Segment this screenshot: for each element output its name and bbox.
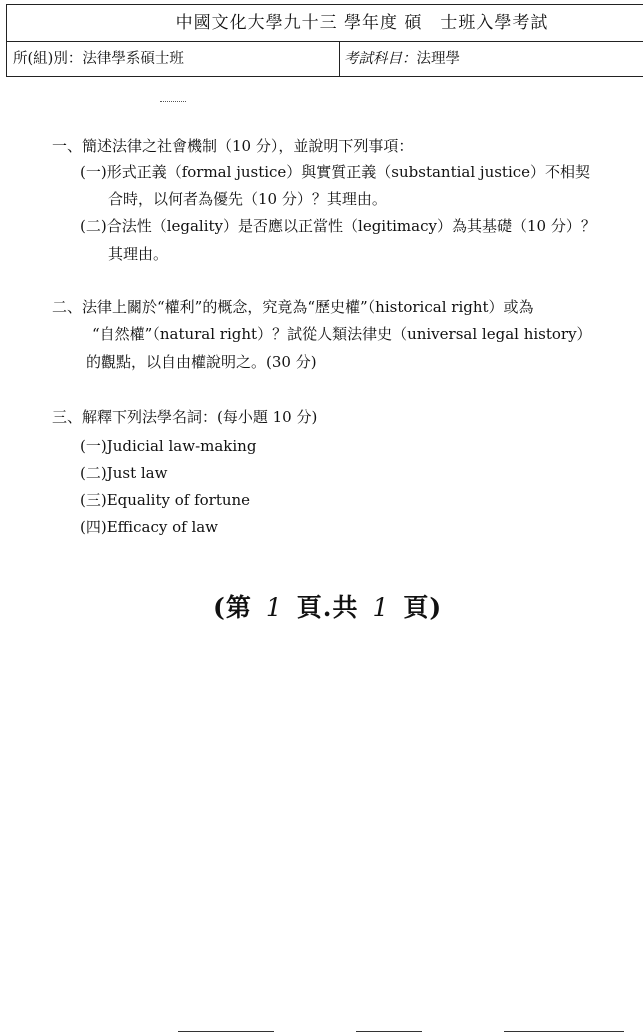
question-1-sub-1-cont: 合時，以何者為優先（10 分）？其理由。 — [108, 190, 387, 208]
question-3-term-1: (一)Judicial law-making — [80, 437, 257, 455]
subject-label: 考試科目： — [344, 51, 417, 67]
exam-title: 中國文化大學九十三 學年度 碩 士班入學考試 — [7, 5, 643, 42]
department-label: 所(組)別： — [13, 51, 83, 67]
question-2-text-line-3: 的觀點，以自由權說明之。(30 分) — [86, 353, 317, 371]
question-1-sub-1: (一)形式正義（formal justice）與實質正義（substantial justice）不相契 — [80, 163, 591, 181]
subject-value: 法理學 — [416, 51, 460, 67]
question-3-term-2: (二)Just law — [80, 464, 168, 482]
page-total: 1 — [372, 593, 390, 622]
page-number: 1 — [265, 593, 283, 622]
question-3-term-3: (三)Equality of fortune — [80, 491, 251, 509]
page-open: (第 — [213, 593, 252, 622]
bottom-rule-left — [178, 1031, 274, 1032]
question-3-term-4: (四)Efficacy of law — [80, 518, 219, 536]
department-value: 法律學系碩士班 — [82, 51, 184, 67]
question-1-sub-2-cont: 其理由。 — [108, 245, 169, 263]
question-3-text: 三、解釋下列法學名詞：(每小題 10 分) — [52, 408, 318, 426]
page-close: 頁) — [403, 593, 443, 622]
question-1-sub-2: (二)合法性（legality）是否應以正當性（legitimacy）為其基礎（10 分）？ — [80, 217, 596, 235]
question-1-text: 一、簡述法律之社會機制（10 分），並說明下列事項： — [52, 137, 414, 155]
page-count — [213, 588, 442, 624]
page-mid: 頁.共 — [296, 593, 359, 622]
bottom-rule-middle — [356, 1031, 422, 1032]
question-2-text: 二、法律上關於“權利”的概念，究竟為“歷史權”（historical right）或為 — [52, 298, 534, 316]
bottom-rule-right — [504, 1031, 624, 1032]
question-2-text-line-2: “自然權”（natural right）？試從人類法律史（universal legal history） — [92, 325, 592, 343]
